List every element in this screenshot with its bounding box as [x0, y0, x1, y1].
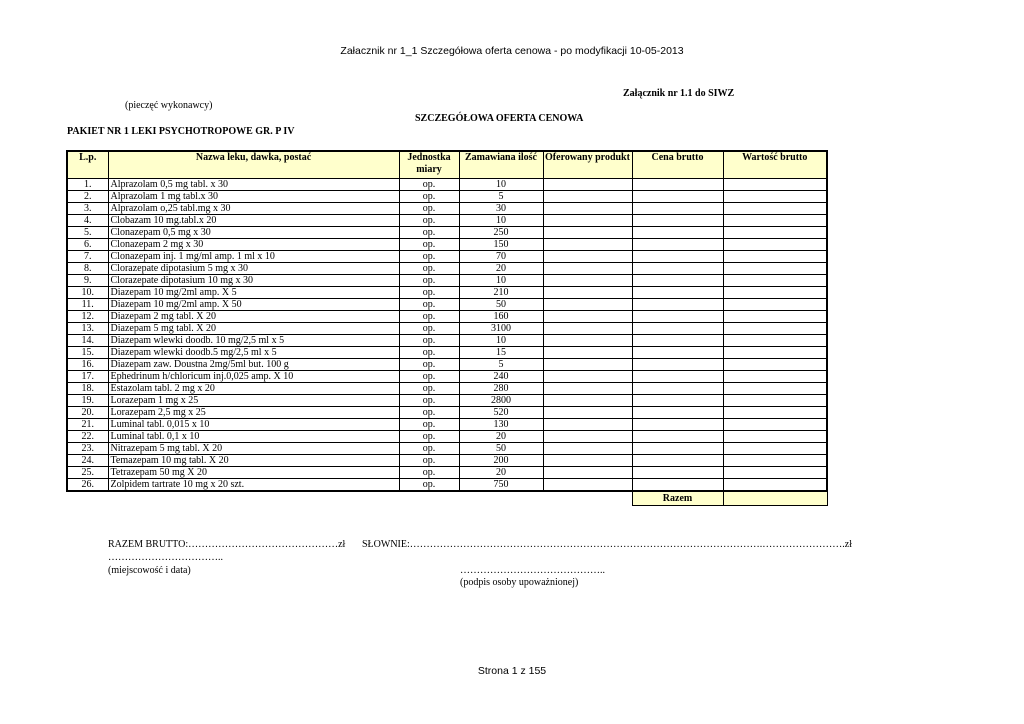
cell-qty: 5 [459, 191, 543, 203]
col-header-name: Nazwa leku, dawka, postać [108, 151, 399, 179]
cell-price [632, 383, 723, 395]
cell-value [723, 431, 827, 443]
cell-value [723, 323, 827, 335]
cell-lp: 1. [67, 179, 108, 191]
cell-qty: 200 [459, 455, 543, 467]
cell-drug-name: Clobazam 10 mg.tabl.x 20 [108, 215, 399, 227]
table-row [67, 431, 827, 443]
cell-offered-product [543, 443, 632, 455]
cell-price [632, 251, 723, 263]
cell-price [632, 407, 723, 419]
cell-offered-product [543, 191, 632, 203]
cell-lp: 26. [67, 479, 108, 492]
cell-drug-name: Clorazepate dipotasium 5 mg x 30 [108, 263, 399, 275]
cell-drug-name: Temazepam 10 mg tabl. X 20 [108, 455, 399, 467]
cell-unit: op. [399, 179, 459, 191]
cell-value [723, 215, 827, 227]
cell-unit: op. [399, 227, 459, 239]
cell-qty: 520 [459, 407, 543, 419]
cell-lp: 9. [67, 275, 108, 287]
cell-drug-name: Luminal tabl. 0,1 x 10 [108, 431, 399, 443]
cell-qty: 250 [459, 227, 543, 239]
col-header-unit: Jednostka miary [399, 151, 459, 179]
cell-value [723, 179, 827, 191]
cell-offered-product [543, 335, 632, 347]
cell-drug-name: Estazolam tabl. 2 mg x 20 [108, 383, 399, 395]
cell-drug-name: Alprazolam o,25 tabl.mg x 30 [108, 203, 399, 215]
cell-value [723, 311, 827, 323]
cell-offered-product [543, 431, 632, 443]
cell-value [723, 347, 827, 359]
cell-unit: op. [399, 215, 459, 227]
amount-in-words-line: SŁOWNIE:…………………………………………………………………………………………….…………………….zł [362, 539, 852, 550]
cell-qty: 3100 [459, 323, 543, 335]
cell-drug-name: Ephedrinum h/chloricum inj.0,025 amp. X 10 [108, 371, 399, 383]
table-row [67, 287, 827, 299]
contractor-stamp-label: (pieczęć wykonawcy) [125, 100, 213, 111]
cell-value [723, 383, 827, 395]
cell-unit: op. [399, 359, 459, 371]
cell-value [723, 263, 827, 275]
cell-lp: 19. [67, 395, 108, 407]
cell-drug-name: Clonazepam 2 mg x 30 [108, 239, 399, 251]
cell-unit: op. [399, 395, 459, 407]
cell-lp: 6. [67, 239, 108, 251]
cell-unit: op. [399, 443, 459, 455]
price-offer-table [66, 150, 828, 506]
col-header-qty: Zamawiana ilość [459, 151, 543, 179]
cell-lp: 8. [67, 263, 108, 275]
cell-lp: 5. [67, 227, 108, 239]
cell-unit: op. [399, 407, 459, 419]
cell-lp: 2. [67, 191, 108, 203]
cell-value [723, 203, 827, 215]
cell-price [632, 419, 723, 431]
place-date-label: (miejscowość i data) [108, 565, 191, 576]
cell-value [723, 239, 827, 251]
cell-drug-name: Diazepam zaw. Doustna 2mg/5ml but. 100 g [108, 359, 399, 371]
gross-total-line: RAZEM BRUTTO:………………………………………zł [108, 539, 346, 550]
cell-qty: 150 [459, 239, 543, 251]
cell-qty: 15 [459, 347, 543, 359]
cell-qty: 130 [459, 419, 543, 431]
cell-price [632, 443, 723, 455]
table-row [67, 227, 827, 239]
cell-qty: 750 [459, 479, 543, 492]
cell-qty: 10 [459, 335, 543, 347]
cell-lp: 21. [67, 419, 108, 431]
cell-lp: 23. [67, 443, 108, 455]
cell-unit: op. [399, 467, 459, 479]
cell-value [723, 191, 827, 203]
cell-qty: 10 [459, 215, 543, 227]
cell-qty: 20 [459, 467, 543, 479]
cell-unit: op. [399, 455, 459, 467]
cell-offered-product [543, 227, 632, 239]
cell-value [723, 419, 827, 431]
cell-drug-name: Diazepam 10 mg/2ml amp. X 5 [108, 287, 399, 299]
cell-drug-name: Lorazepam 2,5 mg x 25 [108, 407, 399, 419]
cell-lp: 11. [67, 299, 108, 311]
cell-value [723, 443, 827, 455]
cell-price [632, 203, 723, 215]
cell-unit: op. [399, 371, 459, 383]
page-number: Strona 1 z 155 [477, 665, 547, 677]
cell-unit: op. [399, 299, 459, 311]
cell-drug-name: Nitrazepam 5 mg tabl. X 20 [108, 443, 399, 455]
cell-unit: op. [399, 479, 459, 492]
cell-unit: op. [399, 239, 459, 251]
cell-drug-name: Clorazepate dipotasium 10 mg x 30 [108, 275, 399, 287]
cell-value [723, 371, 827, 383]
cell-price [632, 395, 723, 407]
cell-drug-name: Tetrazepam 50 mg X 20 [108, 467, 399, 479]
cell-offered-product [543, 371, 632, 383]
table-row [67, 299, 827, 311]
cell-unit: op. [399, 251, 459, 263]
table-row [67, 335, 827, 347]
table-row [67, 203, 827, 215]
col-header-lp: L.p. [67, 151, 108, 179]
cell-offered-product [543, 287, 632, 299]
table-row [67, 275, 827, 287]
place-date-dots: …………………………….. [108, 552, 223, 563]
cell-drug-name: Clonazepam inj. 1 mg/ml amp. 1 ml x 10 [108, 251, 399, 263]
signature-dots: …………………………………….. [460, 565, 605, 576]
cell-price [632, 215, 723, 227]
table-row [67, 323, 827, 335]
table-row [67, 239, 827, 251]
cell-price [632, 479, 723, 492]
table-row [67, 467, 827, 479]
cell-qty: 50 [459, 443, 543, 455]
cell-lp: 24. [67, 455, 108, 467]
cell-unit: op. [399, 275, 459, 287]
cell-lp: 14. [67, 335, 108, 347]
cell-offered-product [543, 263, 632, 275]
cell-unit: op. [399, 431, 459, 443]
cell-qty: 20 [459, 263, 543, 275]
annex-label: Załącznik nr 1.1 do SIWZ [623, 88, 735, 99]
document-header-title: Załacznik nr 1_1 Szczegółowa oferta cenowa - po modyfikacji 10-05-2013 [340, 45, 684, 57]
cell-value [723, 455, 827, 467]
cell-qty: 5 [459, 359, 543, 371]
cell-qty: 2800 [459, 395, 543, 407]
cell-offered-product [543, 455, 632, 467]
signature-label: (podpis osoby upoważnionej) [460, 577, 579, 588]
table-row [67, 359, 827, 371]
cell-unit: op. [399, 287, 459, 299]
cell-value [723, 287, 827, 299]
cell-offered-product [543, 203, 632, 215]
cell-lp: 15. [67, 347, 108, 359]
offer-title: SZCZEGÓŁOWA OFERTA CENOWA [415, 113, 584, 124]
table-row [67, 191, 827, 203]
cell-price [632, 299, 723, 311]
table-row [67, 311, 827, 323]
cell-lp: 16. [67, 359, 108, 371]
cell-unit: op. [399, 263, 459, 275]
table-row [67, 263, 827, 275]
col-header-value: Wartość brutto [723, 151, 827, 179]
cell-offered-product [543, 251, 632, 263]
table-row [67, 371, 827, 383]
cell-drug-name: Zolpidem tartrate 10 mg x 20 szt. [108, 479, 399, 492]
table-row [67, 443, 827, 455]
total-label: Razem [632, 491, 723, 506]
cell-lp: 22. [67, 431, 108, 443]
table-body [67, 179, 827, 492]
cell-lp: 25. [67, 467, 108, 479]
cell-lp: 10. [67, 287, 108, 299]
cell-price [632, 227, 723, 239]
cell-value [723, 359, 827, 371]
cell-offered-product [543, 359, 632, 371]
cell-unit: op. [399, 347, 459, 359]
cell-unit: op. [399, 383, 459, 395]
cell-lp: 12. [67, 311, 108, 323]
cell-price [632, 179, 723, 191]
cell-price [632, 323, 723, 335]
cell-value [723, 251, 827, 263]
package-title: PAKIET NR 1 LEKI PSYCHOTROPOWE GR. P IV [67, 126, 295, 137]
cell-offered-product [543, 323, 632, 335]
cell-offered-product [543, 347, 632, 359]
cell-price [632, 239, 723, 251]
cell-drug-name: Diazepam 10 mg/2ml amp. X 50 [108, 299, 399, 311]
cell-offered-product [543, 179, 632, 191]
cell-offered-product [543, 383, 632, 395]
cell-offered-product [543, 215, 632, 227]
cell-unit: op. [399, 203, 459, 215]
cell-price [632, 263, 723, 275]
cell-price [632, 287, 723, 299]
cell-price [632, 431, 723, 443]
cell-value [723, 227, 827, 239]
cell-drug-name: Diazepam wlewki doodb. 10 mg/2,5 ml x 5 [108, 335, 399, 347]
cell-price [632, 347, 723, 359]
cell-value [723, 479, 827, 492]
table-row [67, 419, 827, 431]
cell-drug-name: Diazepam 2 mg tabl. X 20 [108, 311, 399, 323]
table-row [67, 347, 827, 359]
cell-qty: 70 [459, 251, 543, 263]
cell-lp: 18. [67, 383, 108, 395]
col-header-price: Cena brutto [632, 151, 723, 179]
table-row [67, 395, 827, 407]
table-row [67, 179, 827, 191]
cell-offered-product [543, 275, 632, 287]
cell-value [723, 407, 827, 419]
col-header-offered: Oferowany produkt [543, 151, 632, 179]
total-row [67, 491, 827, 506]
cell-value [723, 467, 827, 479]
cell-qty: 50 [459, 299, 543, 311]
cell-price [632, 359, 723, 371]
cell-price [632, 455, 723, 467]
cell-offered-product [543, 395, 632, 407]
cell-lp: 13. [67, 323, 108, 335]
cell-lp: 17. [67, 371, 108, 383]
cell-price [632, 275, 723, 287]
cell-lp: 7. [67, 251, 108, 263]
cell-offered-product [543, 419, 632, 431]
cell-qty: 280 [459, 383, 543, 395]
cell-qty: 10 [459, 275, 543, 287]
cell-value [723, 275, 827, 287]
cell-unit: op. [399, 419, 459, 431]
table-row [67, 215, 827, 227]
cell-price [632, 191, 723, 203]
cell-drug-name: Clonazepam 0,5 mg x 30 [108, 227, 399, 239]
cell-qty: 240 [459, 371, 543, 383]
cell-price [632, 311, 723, 323]
cell-drug-name: Alprazolam 0,5 mg tabl. x 30 [108, 179, 399, 191]
cell-value [723, 299, 827, 311]
cell-qty: 20 [459, 431, 543, 443]
cell-value [723, 335, 827, 347]
cell-price [632, 467, 723, 479]
cell-offered-product [543, 311, 632, 323]
table-row [67, 407, 827, 419]
cell-unit: op. [399, 323, 459, 335]
cell-unit: op. [399, 335, 459, 347]
cell-offered-product [543, 239, 632, 251]
cell-qty: 160 [459, 311, 543, 323]
cell-lp: 20. [67, 407, 108, 419]
cell-offered-product [543, 479, 632, 492]
cell-drug-name: Diazepam wlewki doodb.5 mg/2,5 ml x 5 [108, 347, 399, 359]
cell-drug-name: Luminal tabl. 0,015 x 10 [108, 419, 399, 431]
table-header-row [67, 151, 827, 179]
table-row [67, 479, 827, 492]
cell-drug-name: Lorazepam 1 mg x 25 [108, 395, 399, 407]
cell-price [632, 335, 723, 347]
table-row [67, 251, 827, 263]
cell-drug-name: Diazepam 5 mg tabl. X 20 [108, 323, 399, 335]
cell-lp: 4. [67, 215, 108, 227]
cell-drug-name: Alprazolam 1 mg tabl.x 30 [108, 191, 399, 203]
total-value-cell [723, 491, 827, 506]
cell-qty: 10 [459, 179, 543, 191]
table-row [67, 383, 827, 395]
cell-offered-product [543, 407, 632, 419]
cell-offered-product [543, 299, 632, 311]
cell-lp: 3. [67, 203, 108, 215]
cell-price [632, 371, 723, 383]
table-row [67, 455, 827, 467]
cell-unit: op. [399, 191, 459, 203]
cell-value [723, 395, 827, 407]
cell-qty: 30 [459, 203, 543, 215]
cell-offered-product [543, 467, 632, 479]
cell-unit: op. [399, 311, 459, 323]
cell-qty: 210 [459, 287, 543, 299]
